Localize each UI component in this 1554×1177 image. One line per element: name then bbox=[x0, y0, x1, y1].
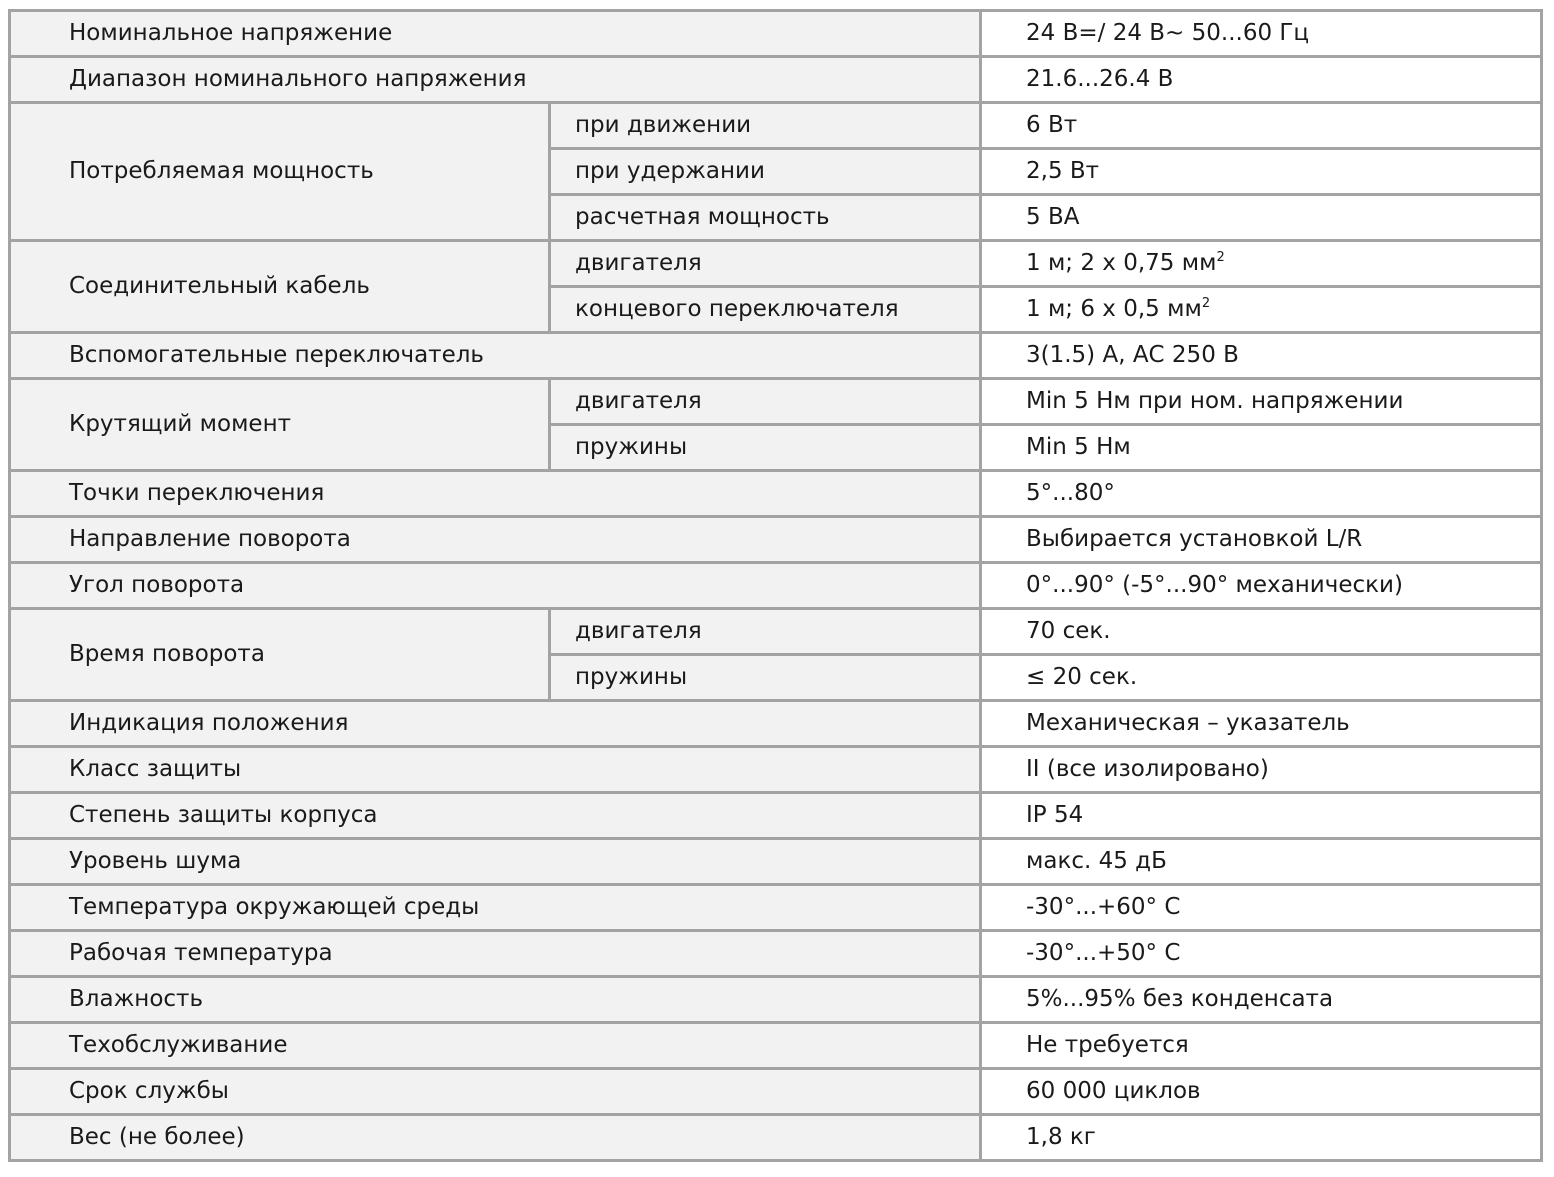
sub-parameter-label bbox=[550, 287, 981, 333]
table-row bbox=[10, 839, 1542, 885]
parameter-label bbox=[10, 793, 981, 839]
parameter-value-text: Не требуется bbox=[1026, 1032, 1189, 1058]
parameter-label bbox=[10, 471, 981, 517]
parameter-label bbox=[10, 885, 981, 931]
parameter-value bbox=[981, 11, 1542, 57]
parameter-value-text: Выбирается установкой L/R bbox=[1026, 526, 1363, 552]
table-row bbox=[10, 471, 1542, 517]
sub-parameter-label-text: пружины bbox=[575, 664, 688, 690]
table-row bbox=[10, 11, 1542, 57]
parameter-value bbox=[981, 609, 1542, 655]
sub-parameter-label-text: двигателя bbox=[575, 618, 702, 644]
parameter-value bbox=[981, 149, 1542, 195]
sub-parameter-label bbox=[550, 195, 981, 241]
parameter-value-text: 2,5 Вт bbox=[1026, 158, 1100, 184]
table-row bbox=[10, 747, 1542, 793]
parameter-value bbox=[981, 839, 1542, 885]
parameter-value bbox=[981, 1069, 1542, 1115]
sub-parameter-label bbox=[550, 609, 981, 655]
parameter-label-text: Уровень шума bbox=[69, 848, 242, 874]
parameter-value bbox=[981, 655, 1542, 701]
table-row bbox=[10, 563, 1542, 609]
table-row bbox=[10, 701, 1542, 747]
parameter-label-text: Степень защиты корпуса bbox=[69, 802, 378, 828]
parameter-value bbox=[981, 195, 1542, 241]
parameter-label-text: Вес (не более) bbox=[69, 1124, 245, 1150]
parameter-value-text: 5 ВА bbox=[1026, 204, 1080, 230]
sub-parameter-label-text: при движении bbox=[575, 112, 752, 138]
parameter-value-text: 6 Вт bbox=[1026, 112, 1078, 138]
parameter-value-text: IP 54 bbox=[1026, 802, 1084, 828]
parameter-value-text: 1 м; 2 х 0,75 мм bbox=[1026, 250, 1217, 276]
parameter-label bbox=[10, 701, 981, 747]
sub-parameter-label bbox=[550, 655, 981, 701]
parameter-value bbox=[981, 57, 1542, 103]
table-row bbox=[10, 609, 1542, 655]
table-row bbox=[10, 1023, 1542, 1069]
parameter-value bbox=[981, 287, 1542, 333]
table-row bbox=[10, 885, 1542, 931]
parameter-value bbox=[981, 563, 1542, 609]
parameter-value bbox=[981, 379, 1542, 425]
parameter-value-text: ≤ 20 сек. bbox=[1026, 664, 1138, 690]
parameter-label bbox=[10, 839, 981, 885]
table-row bbox=[10, 977, 1542, 1023]
parameter-value-text: 5°...80° bbox=[1026, 480, 1115, 506]
parameter-value bbox=[981, 517, 1542, 563]
parameter-value-text: 0°...90° (-5°...90° механически) bbox=[1026, 572, 1403, 598]
parameter-label bbox=[10, 517, 981, 563]
parameter-value bbox=[981, 793, 1542, 839]
table-row bbox=[10, 103, 1542, 149]
parameter-value-text: 24 В=/ 24 В~ 50...60 Гц bbox=[1026, 20, 1310, 46]
parameter-value-text: Min 5 Нм при ном. напряжении bbox=[1026, 388, 1404, 414]
parameter-value bbox=[981, 103, 1542, 149]
parameter-label-text: Время поворота bbox=[69, 641, 265, 667]
parameter-label bbox=[10, 563, 981, 609]
parameter-value-text: 5%...95% без конденсата bbox=[1026, 986, 1334, 1012]
parameter-label-text: Техобслуживание bbox=[69, 1032, 288, 1058]
parameter-label bbox=[10, 1069, 981, 1115]
parameter-value-text: 1,8 кг bbox=[1026, 1124, 1096, 1150]
parameter-value-text: -30°...+50° С bbox=[1026, 940, 1181, 966]
table-row bbox=[10, 1069, 1542, 1115]
table-row bbox=[10, 517, 1542, 563]
sub-parameter-label bbox=[550, 149, 981, 195]
parameter-label-text: Рабочая температура bbox=[69, 940, 333, 966]
parameter-value-text: 1 м; 6 х 0,5 мм bbox=[1026, 296, 1202, 322]
parameter-label-text: Температура окружающей среды bbox=[69, 894, 480, 920]
parameter-value bbox=[981, 471, 1542, 517]
sub-parameter-label-text: двигателя bbox=[575, 250, 702, 276]
table-row bbox=[10, 241, 1542, 287]
superscript: 2 bbox=[1201, 296, 1211, 311]
parameter-value bbox=[981, 333, 1542, 379]
parameter-value-text: Механическая – указатель bbox=[1026, 710, 1350, 736]
parameter-value-text: макс. 45 дБ bbox=[1026, 848, 1167, 874]
sub-parameter-label bbox=[550, 425, 981, 471]
parameter-value bbox=[981, 1023, 1542, 1069]
parameter-label-text: Угол поворота bbox=[69, 572, 245, 598]
parameter-label-text: Класс защиты bbox=[69, 756, 242, 782]
sub-parameter-label bbox=[550, 379, 981, 425]
parameter-value bbox=[981, 977, 1542, 1023]
sub-parameter-label bbox=[550, 241, 981, 287]
parameter-value-text: 60 000 циклов bbox=[1026, 1078, 1201, 1104]
parameter-value-text: 3(1.5) А, АС 250 В bbox=[1026, 342, 1239, 368]
parameter-label bbox=[10, 333, 981, 379]
specifications-table bbox=[8, 9, 1543, 1162]
parameter-label-text: Соединительный кабель bbox=[69, 273, 370, 299]
sub-parameter-label-text: расчетная мощность bbox=[575, 204, 830, 230]
parameter-label-text: Точки переключения bbox=[69, 480, 325, 506]
parameter-label bbox=[10, 609, 550, 701]
parameter-label bbox=[10, 931, 981, 977]
parameter-label bbox=[10, 57, 981, 103]
parameter-label-text: Крутящий момент bbox=[69, 411, 292, 437]
parameter-label bbox=[10, 1115, 981, 1161]
parameter-value bbox=[981, 425, 1542, 471]
parameter-value bbox=[981, 701, 1542, 747]
parameter-value-text: II (все изолировано) bbox=[1026, 756, 1269, 782]
sub-parameter-label-text: концевого переключателя bbox=[575, 296, 899, 322]
parameter-label-text: Диапазон номинального напряжения bbox=[69, 66, 527, 92]
parameter-label-text: Индикация положения bbox=[69, 710, 349, 736]
table-row bbox=[10, 333, 1542, 379]
sub-parameter-label-text: при удержании bbox=[575, 158, 765, 184]
parameter-label bbox=[10, 103, 550, 241]
parameter-value-text: Min 5 Нм bbox=[1026, 434, 1131, 460]
parameter-label-text: Направление поворота bbox=[69, 526, 351, 552]
parameter-label-text: Влажность bbox=[69, 986, 204, 1012]
parameter-value bbox=[981, 931, 1542, 977]
parameter-label-text: Номинальное напряжение bbox=[69, 20, 393, 46]
table-row bbox=[10, 793, 1542, 839]
parameter-label-text: Потребляемая мощность bbox=[69, 158, 374, 184]
sub-parameter-label bbox=[550, 103, 981, 149]
table-row bbox=[10, 931, 1542, 977]
parameter-label bbox=[10, 1023, 981, 1069]
parameter-label-text: Вспомогательные переключатель bbox=[69, 342, 484, 368]
parameter-value-text: 21.6...26.4 В bbox=[1026, 66, 1174, 92]
table-row bbox=[10, 57, 1542, 103]
parameter-value bbox=[981, 885, 1542, 931]
table-row bbox=[10, 1115, 1542, 1161]
parameter-value-text: 70 сек. bbox=[1026, 618, 1111, 644]
parameter-label bbox=[10, 241, 550, 333]
parameter-value bbox=[981, 241, 1542, 287]
parameter-label bbox=[10, 11, 981, 57]
parameter-label bbox=[10, 747, 981, 793]
parameter-label bbox=[10, 379, 550, 471]
parameter-value-text: -30°...+60° С bbox=[1026, 894, 1181, 920]
superscript: 2 bbox=[1216, 250, 1225, 265]
sub-parameter-label-text: пружины bbox=[575, 434, 688, 460]
parameter-value bbox=[981, 1115, 1542, 1161]
parameter-label-text: Срок службы bbox=[69, 1078, 229, 1104]
parameter-label bbox=[10, 977, 981, 1023]
sub-parameter-label-text: двигателя bbox=[575, 388, 702, 414]
table-row bbox=[10, 379, 1542, 425]
specifications-table-body bbox=[10, 11, 1542, 1161]
parameter-value bbox=[981, 747, 1542, 793]
